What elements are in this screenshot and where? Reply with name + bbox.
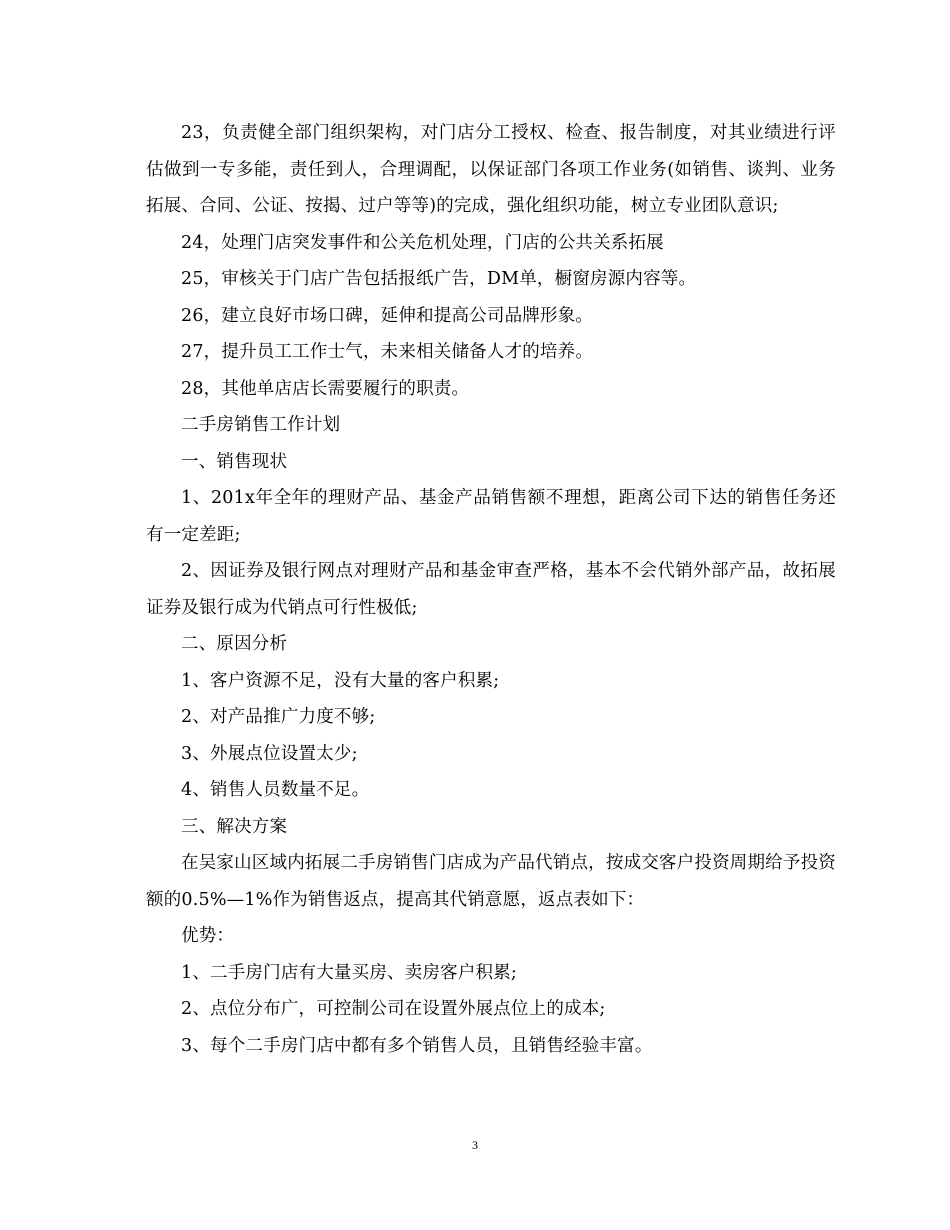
list-item: 1、客户资源不足，没有大量的客户积累; bbox=[181, 670, 500, 691]
paragraph: 26，建立良好市场口碑，延伸和提高公司品牌形象。 bbox=[181, 305, 594, 326]
section-heading: 一、销售现状 bbox=[181, 451, 288, 472]
paragraph: 28，其他单店店长需要履行的职责。 bbox=[181, 378, 470, 399]
paragraph: 25，审核关于门店广告包括报纸广告，DM单，橱窗房源内容等。 bbox=[181, 269, 697, 289]
paragraph: 在吴家山区域内拓展二手房销售门店成为产品代销点，按成交客户投资周期给予投资额的0.5%—1%作为销售返点，提高其代销意愿，返点表如下： bbox=[146, 853, 836, 910]
list-item: 1、二手房门店有大量买房、卖房客户积累; bbox=[181, 962, 518, 983]
subheading: 优势： bbox=[181, 926, 235, 946]
page-number: 3 bbox=[472, 1138, 478, 1152]
list-item: 4、销售人员数量不足。 bbox=[181, 780, 370, 800]
list-item: 2、点位分布广，可控制公司在设置外展点位上的成本; bbox=[181, 999, 606, 1019]
paragraph: 1、201x年全年的理财产品、基金产品销售额不理想，距离公司下达的销售任务还有一定差距; bbox=[146, 488, 836, 545]
list-item: 3、每个二手房门店中都有多个销售人员，且销售经验丰富。 bbox=[181, 1035, 653, 1056]
section-title: 二手房销售工作计划 bbox=[181, 415, 341, 435]
document-body bbox=[146, 115, 836, 1064]
paragraph: 23，负责健全部门组织架构，对门店分工授权、检查、报告制度，对其业绩进行评估做到一专多能，责任到人，合理调配，以保证部门各项工作业务(如销售、谈判、业务拓展、合同、公证、按揭、过户等等)的完成，强化组织功能，树立专业团队意识; bbox=[146, 123, 836, 216]
section-heading: 三、解决方案 bbox=[181, 816, 288, 837]
section-heading: 二、原因分析 bbox=[181, 634, 288, 654]
list-item: 2、对产品推广力度不够; bbox=[181, 707, 376, 727]
paragraph: 24，处理门店突发事件和公关危机处理，门店的公共关系拓展 bbox=[181, 232, 664, 253]
paragraph: 2、因证券及银行网点对理财产品和基金审查严格，基本不会代销外部产品，故拓展证券及银行成为代销点可行性极低; bbox=[146, 561, 836, 618]
paragraph: 27，提升员工工作士气，未来相关储备人才的培养。 bbox=[181, 342, 594, 362]
list-item: 3、外展点位设置太少; bbox=[181, 743, 358, 764]
